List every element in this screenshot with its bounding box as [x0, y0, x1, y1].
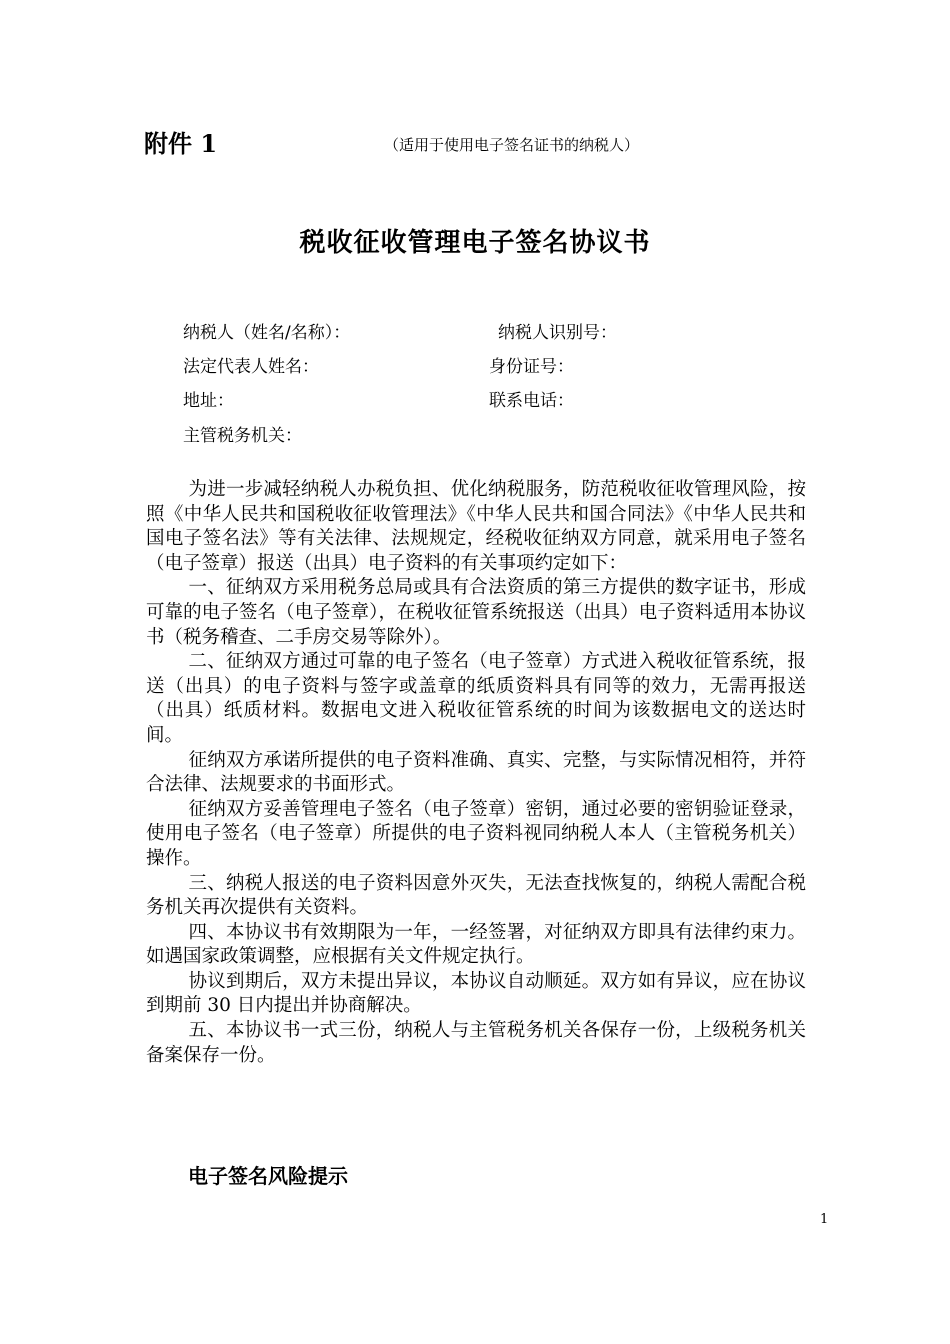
- paragraph-article-3: 三、纳税人报送的电子资料因意外灭失，无法查找恢复的，纳税人需配合税务机关再次提供有关资料。: [146, 872, 806, 919]
- page-number: 1: [820, 1212, 829, 1227]
- taxpayer-id-label: 纳税人识别号：: [498, 323, 617, 343]
- paragraph-article-2: 二、征纳双方通过可靠的电子签名（电子签章）方式进入税收征管系统，报送（出具）的电子资料与签字或盖章的纸质资料具有同等的效力，无需再报送（出具）纸质材料。数据电文进入税收征管系统的时间为该数据电文的送达时间。: [146, 651, 806, 746]
- id-card-label: 身份证号：: [489, 357, 574, 377]
- tax-authority-label: 主管税务机关：: [183, 426, 302, 446]
- paragraph-commitment: 征纳双方承诺所提供的电子资料准确、真实、完整，与实际情况相符，并符合法律、法规要求的书面形式。: [146, 749, 806, 796]
- attachment-label: 附件 1: [144, 129, 218, 158]
- applicability-note: （适用于使用电子签名证书的纳税人）: [384, 136, 640, 154]
- paragraph-article-5: 五、本协议书一式三份，纳税人与主管税务机关各保存一份，上级税务机关备案保存一份。: [146, 1020, 806, 1066]
- phone-label: 联系电话：: [489, 391, 574, 411]
- paragraph-key-management: 征纳双方妥善管理电子签名（电子签章）密钥，通过必要的密钥验证登录，使用电子签名（电子签章）所提供的电子资料视同纳税人本人（主管税务机关）操作。: [146, 798, 806, 869]
- legal-rep-label: 法定代表人姓名：: [183, 357, 319, 377]
- paragraph-intro: 为进一步减轻纳税人办税负担、优化纳税服务，防范税收征收管理风险，按照《中华人民共和国税收征收管理法》《中华人民共和国合同法》《中华人民共和国电子签名法》等有关法律、法规规定，经税收征纳双方同意，就采用电子签名（电子签章）报送（出具）电子资料的有关事项约定如下：: [146, 479, 806, 574]
- taxpayer-name-label: 纳税人（姓名/名称）：: [183, 323, 351, 343]
- risk-heading: 电子签名风险提示: [188, 1164, 348, 1188]
- address-label: 地址：: [183, 391, 234, 411]
- paragraph-article-1: 一、征纳双方采用税务总局或具有合法资质的第三方提供的数字证书，形成可靠的电子签名（电子签章），在税收征管系统报送（出具）电子资料适用本协议书（税务稽查、二手房交易等除外）。: [146, 577, 806, 648]
- paragraph-article-4: 四、本协议书有效期限为一年，一经签署，对征纳双方即具有法律约束力。如遇国家政策调整，应根据有关文件规定执行。: [146, 921, 806, 968]
- agreement-body: [146, 478, 806, 1068]
- document-title: 税收征收管理电子签名协议书: [299, 228, 651, 258]
- paragraph-renewal: 协议到期后，双方未提出异议，本协议自动顺延。双方如有异议，应在协议到期前 30 日内提出并协商解决。: [146, 970, 806, 1017]
